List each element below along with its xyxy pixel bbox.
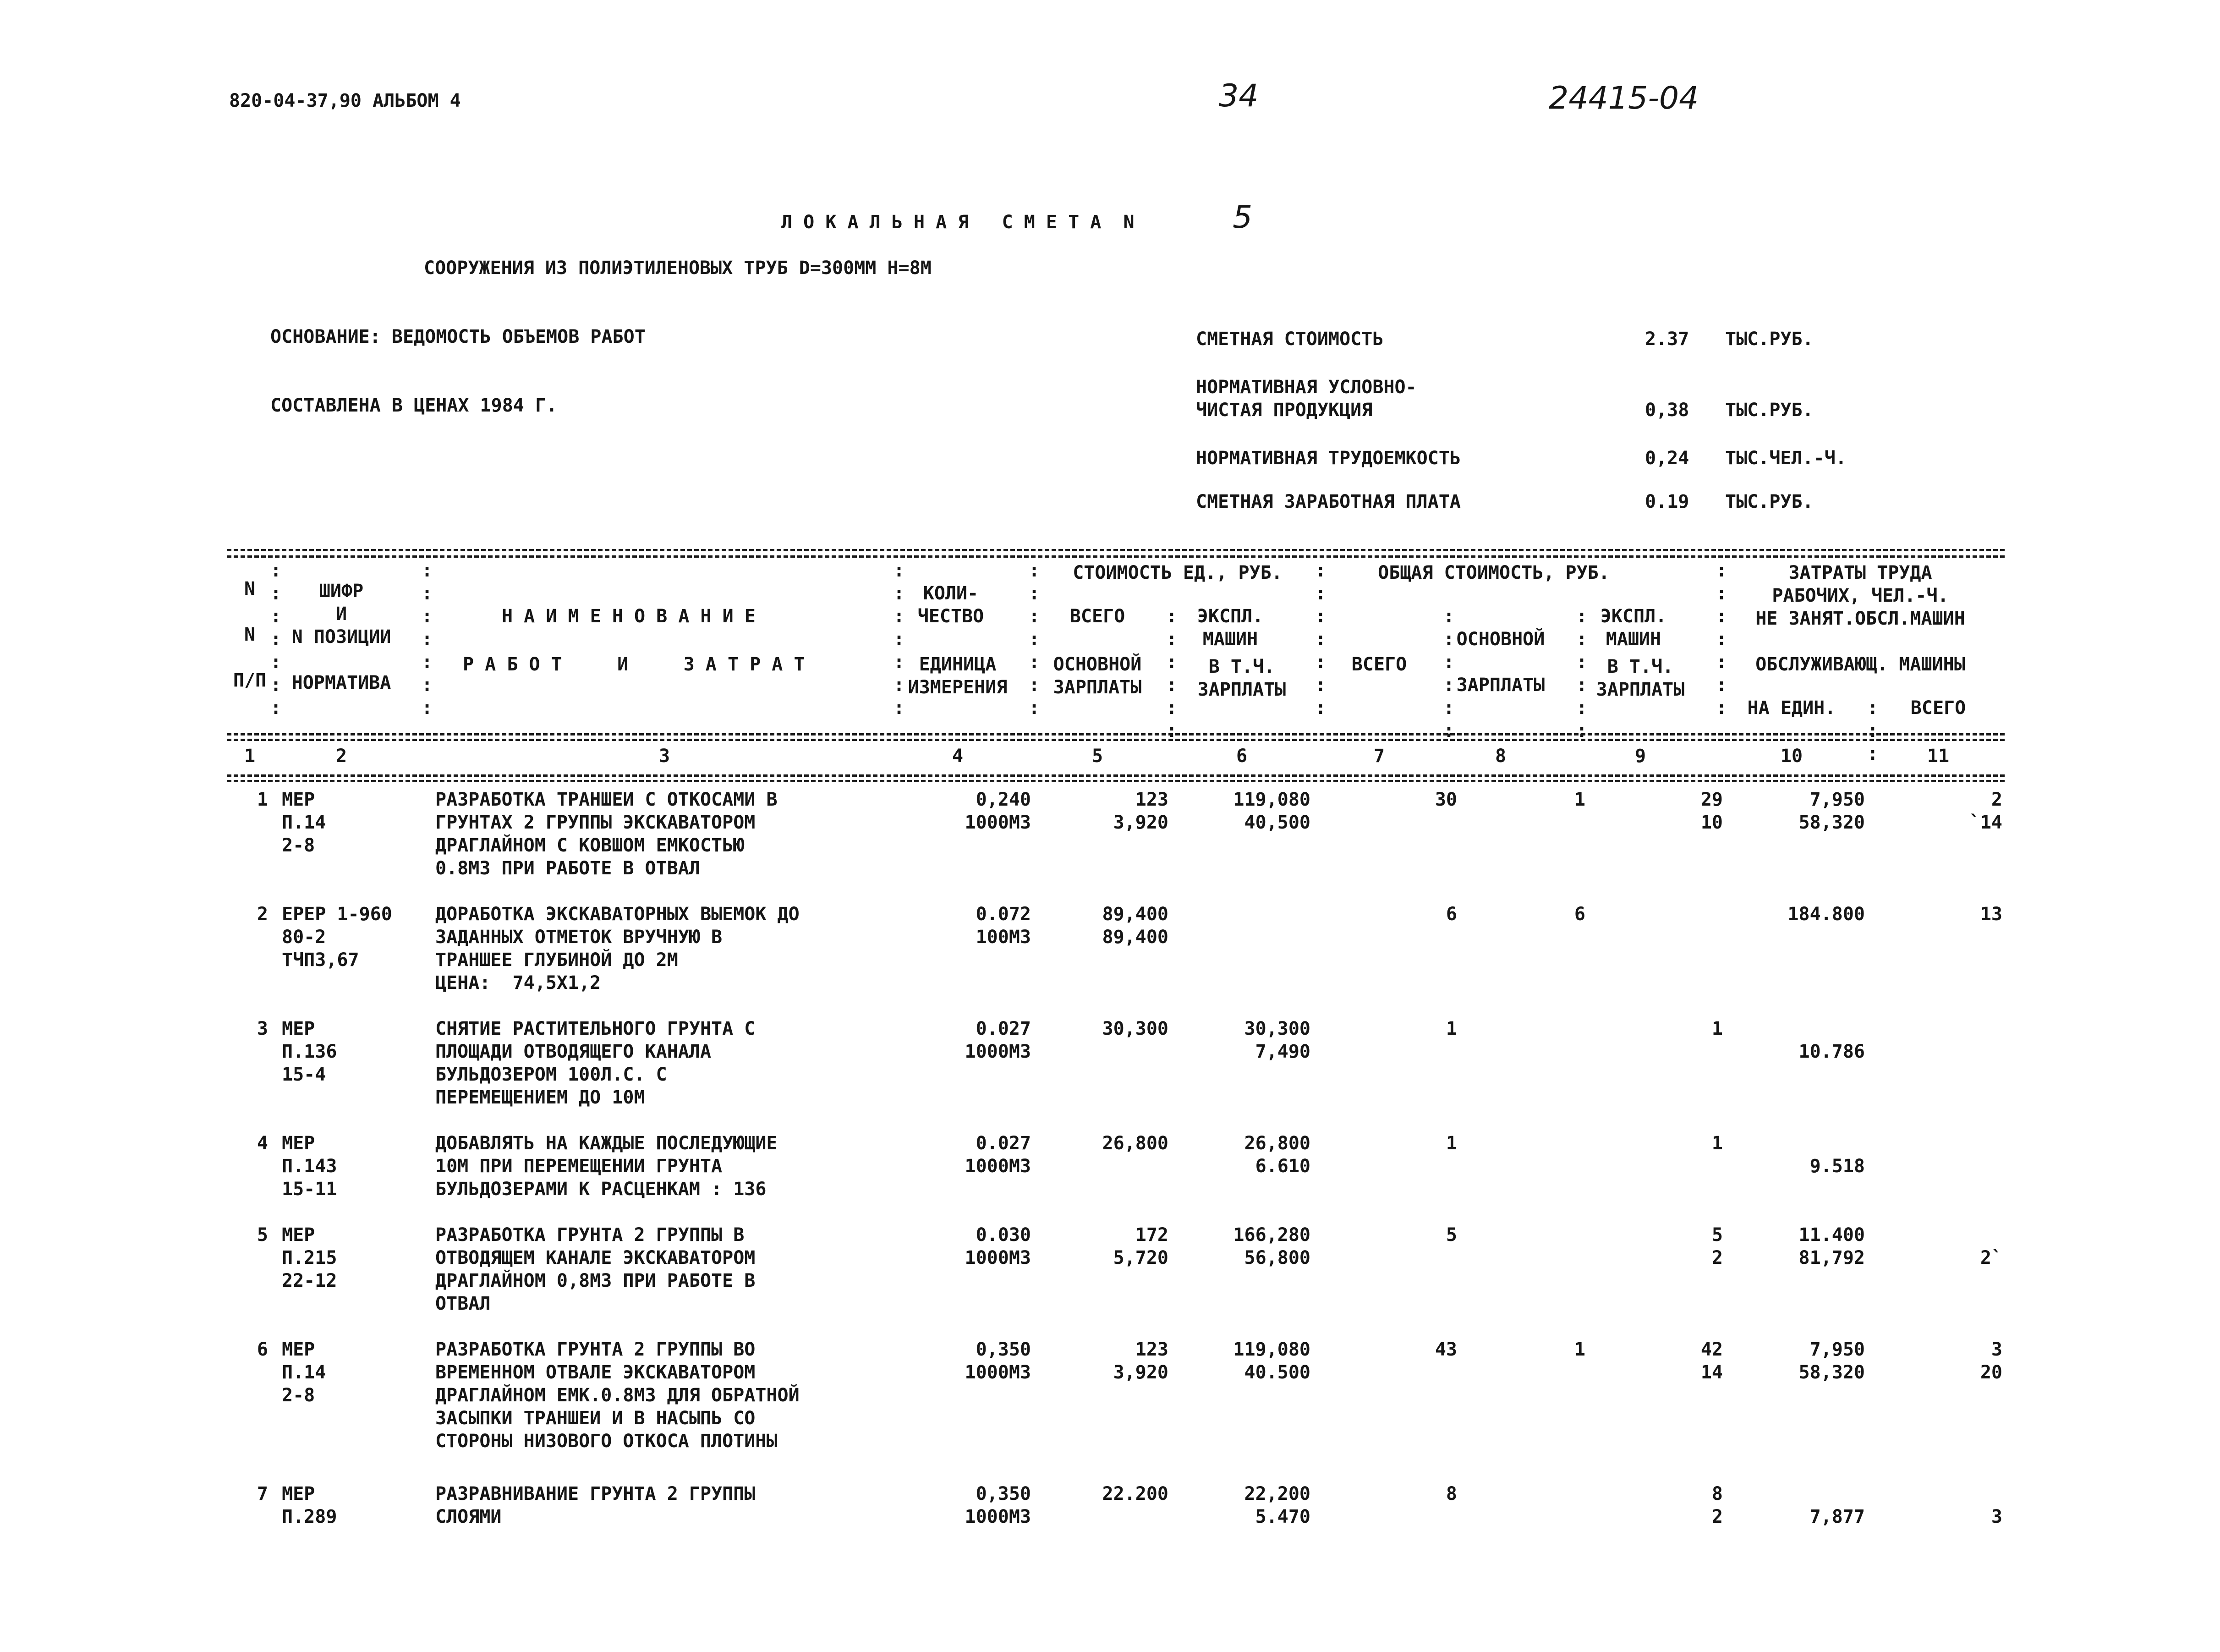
estimate-number: 5 (1233, 199, 1253, 236)
header-col6-machines: ЭКСПЛ. МАШИН (1197, 606, 1264, 650)
header-unit-cost-group: СТОИМОСТЬ ЕД., РУБ. (1073, 562, 1283, 583)
row-quantity: 0.027 1000М3 (965, 1133, 1031, 1177)
column-separator: : : : : : : : (893, 560, 905, 719)
column-separator: : : : : : : : (1315, 560, 1327, 719)
column-separator: : : : : : : (1576, 606, 1588, 741)
header-col3-works: Р А Б О Т И З А Т Р А Т (463, 654, 805, 675)
summary-label: НОРМАТИВНАЯ УСЛОВНО- ЧИСТАЯ ПРОДУКЦИЯ (1196, 377, 1417, 421)
row-unit-machines: 119,080 40,500 (1233, 789, 1310, 833)
column-number: 5 (1091, 746, 1103, 767)
table-top-rule (227, 549, 2005, 551)
page-number: 34 (1219, 78, 1259, 114)
row-name: ДОРАБОТКА ЭКСКАВАТОРНЫХ ВЫЕМОК ДО ЗАДАННЫХ ОТМЕТОК ВРУЧНУЮ В ТРАНШЕЕ ГЛУБИНОЙ ДО 2М ЦЕНА: 74,5Х1,2 (435, 904, 800, 993)
header-col8-wages: ОСНОВНОЙ ЗАРПЛАТЫ (1456, 629, 1545, 696)
table-numbers-rule (227, 774, 2005, 777)
row-labor-total: 2 `14 (1969, 789, 2002, 833)
row-total-wages: 1 (1574, 789, 1585, 810)
row-quantity: 0.072 100М3 (976, 904, 1031, 948)
prices-label: СОСТАВЛЕНА В ЦЕНАХ 1984 Г. (270, 395, 558, 416)
row-total-machines: 1 (1711, 1018, 1723, 1039)
document-number: 24415-04 (1549, 80, 1699, 116)
estimate-title: Л О К А Л Ь Н А Я С М Е Т А N (781, 212, 1135, 233)
row-labor-per-unit: 184.800 (1787, 904, 1865, 925)
row-unit-total: 172 5,720 (1113, 1224, 1168, 1268)
row-labor-total: 3 (1991, 1506, 2002, 1527)
column-number: 9 (1634, 746, 1646, 767)
header-col7-total: ВСЕГО (1351, 654, 1407, 675)
row-quantity: 0,240 1000М3 (965, 789, 1031, 833)
row-labor-per-unit: 7,950 58,320 (1798, 1339, 1865, 1383)
row-unit-machines: 30,300 7,490 (1244, 1018, 1310, 1062)
column-separator: : : : : : : (1443, 606, 1455, 741)
column-number: 10 (1780, 746, 1803, 767)
row-unit-total: 89,400 89,400 (1102, 904, 1168, 948)
row-labor-per-unit: 9.518 (1809, 1156, 1865, 1177)
row-number: 4 (257, 1133, 268, 1154)
row-quantity: 0,350 1000М3 (965, 1339, 1031, 1383)
header-col9-machines: ЭКСПЛ. МАШИН (1600, 606, 1667, 650)
header-col9-wages: В Т.Ч. ЗАРПЛАТЫ (1596, 656, 1685, 700)
row-total: 1 (1446, 1018, 1457, 1039)
row-labor-per-unit: 7,877 (1809, 1506, 1865, 1527)
column-number: 3 (658, 746, 670, 767)
row-number: 6 (257, 1339, 268, 1360)
row-total: 1 (1446, 1133, 1457, 1154)
table-numbers-rule (227, 780, 2005, 782)
row-labor-total: 3 20 (1980, 1339, 2002, 1383)
row-total-machines: 29 10 (1700, 789, 1723, 833)
column-separator: : : : : : : : (1029, 560, 1040, 719)
row-number: 5 (257, 1224, 268, 1246)
column-separator: : : : : : : : (422, 560, 433, 719)
header-labor-group: ЗАТРАТЫ ТРУДА РАБОЧИХ, ЧЕЛ.-Ч. НЕ ЗАНЯТ.ОБСЛ.МАШИН (1755, 562, 1965, 629)
column-separator: : : : : : : (1166, 606, 1178, 741)
album-code: 820-04-37,90 АЛЬБОМ 4 (229, 90, 461, 111)
row-name: РАЗРАБОТКА ТРАНШЕИ С ОТКОСАМИ В ГРУНТАХ 2 ГРУППЫ ЭКСКАВАТОРОМ ДРАГЛАЙНОМ С КОВШОМ ЕМКОСТЬЮ 0.8М3 ПРИ РАБОТЕ В ОТВАЛ (435, 789, 778, 879)
basis-label: ОСНОВАНИЕ: ВЕДОМОСТЬ ОБЪЕМОВ РАБОТ (270, 326, 646, 347)
row-number: 3 (257, 1018, 268, 1039)
row-total-machines: 1 (1711, 1133, 1723, 1154)
row-code: МЕР П.143 15-11 (282, 1133, 337, 1200)
header-total-cost-group: ОБЩАЯ СТОИМОСТЬ, РУБ. (1378, 562, 1610, 583)
row-code: ЕРЕР 1-960 80-2 ТЧП3,67 (282, 904, 392, 971)
summary-unit: ТЫС.РУБ. (1725, 329, 1814, 350)
header-col11-total: ВСЕГО (1910, 697, 1966, 719)
row-unit-machines: 26,800 6.610 (1244, 1133, 1310, 1177)
row-code: МЕР П.215 22-12 (282, 1224, 337, 1291)
row-unit-total: 123 3,920 (1113, 789, 1168, 833)
row-code: МЕР П.289 (282, 1483, 337, 1527)
header-labor-machines: ОБСЛУЖИВАЮЩ. МАШИНЫ (1755, 654, 1965, 675)
row-total-machines: 5 2 (1711, 1224, 1723, 1268)
summary-value: 2.37 (1645, 329, 1689, 350)
table-header-rule (227, 733, 2005, 735)
column-number: 11 (1927, 746, 1950, 767)
row-quantity: 0.030 1000М3 (965, 1224, 1031, 1268)
row-total: 6 (1446, 904, 1457, 925)
header-col10-per-unit: НА ЕДИН. (1747, 697, 1836, 719)
row-code: МЕР П.14 2-8 (282, 789, 326, 856)
row-total-machines: 42 14 (1700, 1339, 1723, 1383)
row-number: 1 (257, 789, 268, 810)
column-number: 8 (1495, 746, 1507, 767)
summary-unit: ТЫС.РУБ. (1725, 491, 1814, 512)
row-unit-total: 26,800 (1102, 1133, 1168, 1154)
header-col5-total: ВСЕГО (1069, 606, 1125, 627)
column-separator: : : : : : : : (1716, 560, 1727, 719)
row-name: РАЗРАБОТКА ГРУНТА 2 ГРУППЫ В ОТВОДЯЩЕМ КАНАЛЕ ЭКСКАВАТОРОМ ДРАГЛАЙНОМ 0,8М3 ПРИ РАБОТЕ В ОТВАЛ (435, 1224, 756, 1314)
row-total-wages: 6 (1574, 904, 1585, 925)
row-quantity: 0,350 1000М3 (965, 1483, 1031, 1527)
header-col4-qty: КОЛИ- ЧЕСТВО (917, 583, 984, 627)
row-total: 5 (1446, 1224, 1457, 1246)
summary-unit: ТЫС.РУБ. (1725, 400, 1814, 421)
row-number: 2 (257, 904, 268, 925)
row-unit-total: 123 3,920 (1113, 1339, 1168, 1383)
row-unit-total: 30,300 (1102, 1018, 1168, 1039)
header-col4-unit: ЕДИНИЦА ИЗМЕРЕНИЯ (908, 654, 1008, 698)
estimate-subtitle: СООРУЖЕНИЯ ИЗ ПОЛИЭТИЛЕНОВЫХ ТРУБ D=300ММ Н=8М (424, 258, 932, 279)
row-unit-machines: 22,200 5.470 (1244, 1483, 1310, 1527)
row-name: СНЯТИЕ РАСТИТЕЛЬНОГО ГРУНТА С ПЛОЩАДИ ОТВОДЯЩЕГО КАНАЛА БУЛЬДОЗЕРОМ 100Л.С. С ПЕРЕМЕЩЕНИЕМ ДО 10М (435, 1018, 756, 1108)
column-separator: : : : : : : : (270, 560, 282, 719)
summary-value: 0,24 (1645, 448, 1689, 469)
row-total: 43 (1435, 1339, 1457, 1360)
row-labor-total: 2` (1980, 1247, 2002, 1268)
row-code: МЕР П.136 15-4 (282, 1018, 337, 1085)
table-header-rule (227, 739, 2005, 741)
summary-label: СМЕТНАЯ СТОИМОСТЬ (1196, 329, 1384, 350)
summary-value: 0,38 (1645, 400, 1689, 421)
row-unit-machines: 119,080 40.500 (1233, 1339, 1310, 1383)
row-quantity: 0.027 1000М3 (965, 1018, 1031, 1062)
row-total-machines: 8 2 (1711, 1483, 1723, 1527)
row-code: МЕР П.14 2-8 (282, 1339, 326, 1406)
summary-label: НОРМАТИВНАЯ ТРУДОЕМКОСТЬ (1196, 448, 1461, 469)
row-labor-per-unit: 11.400 81,792 (1798, 1224, 1865, 1268)
column-number: 4 (952, 746, 964, 767)
summary-label: СМЕТНАЯ ЗАРАБОТНАЯ ПЛАТА (1196, 491, 1461, 512)
row-labor-per-unit: 10.786 (1798, 1041, 1865, 1062)
row-name: ДОБАВЛЯТЬ НА КАЖДЫЕ ПОСЛЕДУЮЩИЕ 10М ПРИ ПЕРЕМЕЩЕНИИ ГРУНТА БУЛЬДОЗЕРАМИ К РАСЦЕНКАМ : 136 (435, 1133, 778, 1200)
header-col5-wages: ОСНОВНОЙ ЗАРПЛАТЫ (1053, 654, 1142, 698)
header-col6-wages: В Т.Ч. ЗАРПЛАТЫ (1197, 656, 1286, 700)
row-unit-total: 22.200 (1102, 1483, 1168, 1504)
summary-unit: ТЫС.ЧЕЛ.-Ч. (1725, 448, 1847, 469)
column-separator: : : : (1867, 697, 1879, 764)
row-labor-per-unit: 7,950 58,320 (1798, 789, 1865, 833)
table-top-rule (227, 555, 2005, 558)
row-name: РАЗРАБОТКА ГРУНТА 2 ГРУППЫ ВО ВРЕМЕННОМ ОТВАЛЕ ЭКСКАВАТОРОМ ДРАГЛАЙНОМ ЕМК.0.8М3 ДЛЯ ОБРАТНОЙ ЗАСЫПКИ ТРАНШЕИ И В НАСЫПЬ СО СТОРОНЫ НИЗОВОГО ОТКОСА ПЛОТИНЫ (435, 1339, 800, 1452)
column-number: 1 (244, 746, 256, 767)
column-number: 2 (335, 746, 347, 767)
row-total-wages: 1 (1574, 1339, 1585, 1360)
summary-value: 0.19 (1645, 491, 1689, 512)
column-number: 6 (1236, 746, 1248, 767)
header-col3-name: Н А И М Е Н О В А Н И Е (502, 606, 756, 627)
row-number: 7 (257, 1483, 268, 1504)
header-col2: ШИФР И N ПОЗИЦИИ НОРМАТИВА (291, 581, 391, 693)
header-col1: N N П/П (233, 578, 267, 691)
row-unit-machines: 166,280 56,800 (1233, 1224, 1310, 1268)
row-total: 30 (1435, 789, 1457, 810)
row-labor-total: 13 (1980, 904, 2002, 925)
row-total: 8 (1446, 1483, 1457, 1504)
row-name: РАЗРАВНИВАНИЕ ГРУНТА 2 ГРУППЫ СЛОЯМИ (435, 1483, 756, 1527)
column-number: 7 (1373, 746, 1385, 767)
